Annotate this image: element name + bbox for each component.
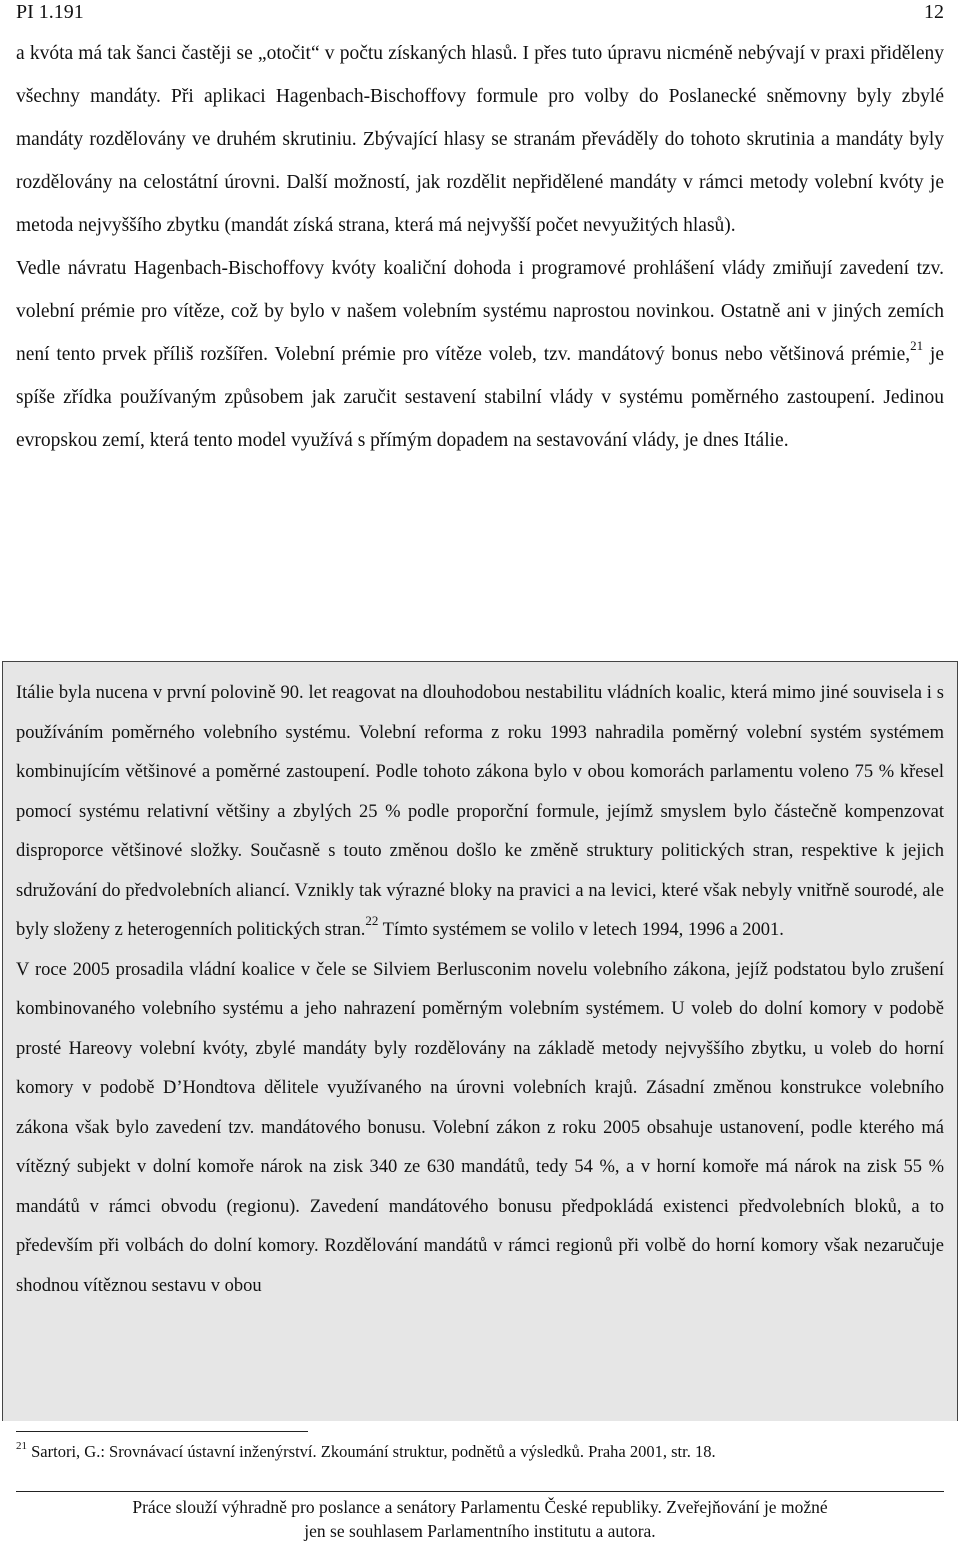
box-paragraph bbox=[16, 674, 944, 951]
footnote bbox=[16, 1440, 944, 1464]
footer-line: Práce slouží výhradně pro poslance a senátory Parlamentu České republiky. Zveřejňování je možné bbox=[132, 1497, 828, 1517]
paragraph-text: Tímto systémem se volilo v letech 1994, 1996 a 2001. bbox=[378, 920, 784, 940]
document-reference: PI 1.191 bbox=[16, 1, 84, 23]
page-header bbox=[16, 0, 944, 28]
paragraph-text: Itálie byla nucena v první polovině 90. let reagovat na dlouhodobou nestabilitu vládních koalic, která mimo jiné souvisela i s používáním poměrného volebního systému. Volební reforma z roku 1993 nahradila poměrný volební systém systémem kombinujícím většinové a poměrné zastoupení. Podle tohoto zákona bylo v obou komorách parlamentu voleno 75 % křesel pomocí systému relativní většiny a zbylých 25 % podle proporční formule, jejímž smyslem bylo částečně kompenzovat disproporce většinové složky. Současně s touto změnou došlo ke změně struktury politických stran, respektive k jejich sdružování do předvolebních aliancí. Vznikly tak výrazné bloky na pravici a na levici, které však nebyly vnitřně sourodé, ale byly složeny z heterogenních politických stran. bbox=[16, 683, 944, 940]
paragraph bbox=[16, 32, 944, 247]
paragraph-text: a kvóta má tak šanci častěji se „otočit“ v počtu získaných hlasů. I přes tuto úpravu nicméně nebývají v praxi přiděleny všechny mandáty. Při aplikaci Hagenbach-Bischoffovy formule pro volby do Poslanecké sněmovny byly zbylé mandáty rozdělovány ve druhém skrutiniu. Zbývající hlasy se stranám převáděly do tohoto skrutinia a mandáty byly rozdělovány na celostátní úrovni. Další možností, jak rozdělit nepřidělené mandáty v rámci metody volební kvóty je metoda nejvyššího zbytku (mandát získá strana, která má nejvyšší počet nevyužitých hlasů). bbox=[16, 43, 944, 236]
page-footer bbox=[16, 1495, 944, 1543]
paragraph-text: je spíše zřídka používaným způsobem jak zaručit sestavení stabilní vlády v systému poměrného zastoupení. Jedinou evropskou zemí, která tento model využívá s přímým dopadem na sestavování vlády, je dnes Itálie. bbox=[16, 344, 944, 451]
footer-line: jen se souhlasem Parlamentního institutu a autora. bbox=[304, 1521, 656, 1541]
footnote-reference[interactable]: 22 bbox=[365, 913, 379, 928]
box-paragraph bbox=[16, 951, 944, 1307]
footnote-text: Sartori, G.: Srovnávací ústavní inženýrství. Zkoumání struktur, podnětů a výsledků. Praha 2001, str. 18. bbox=[27, 1442, 716, 1461]
main-text bbox=[16, 32, 944, 462]
footnote-divider bbox=[16, 1431, 308, 1432]
footnote-number: 21 bbox=[16, 1440, 27, 1452]
page-number: 12 bbox=[924, 1, 944, 23]
footnote-reference[interactable]: 21 bbox=[910, 338, 924, 353]
paragraph-text: Vedle návratu Hagenbach-Bischoffovy kvóty koaliční dohoda i programové prohlášení vlády zmiňují zavedení tzv. volební prémie pro vítěze, což by bylo v našem volebním systému naprostou novinkou. Ostatně ani v jiných zemích není tento prvek příliš rozšířen. Volební prémie pro vítěze voleb, tzv. mandátový bonus nebo většinová prémie, bbox=[16, 258, 944, 365]
italy-case-box bbox=[2, 661, 958, 1421]
paragraph-text: V roce 2005 prosadila vládní koalice v čele se Silviem Berlusconim novelu volebního zákona, jejíž podstatou bylo zrušení kombinovaného volebního systému a jeho nahrazení poměrným volebním systémem. U voleb do dolní komory v podobě prosté Hareovy volební kvóty, zbylé mandáty byly rozdělovány na základě metody nejvyššího zbytku, u voleb do horní komory v podobě D’Hondtova dělitele využívaného na úrovni volebních krajů. Zásadní změnou konstrukce volebního zákona však bylo zavedení tzv. mandátového bonusu. Volební zákon z roku 2005 obsahuje ustanovení, podle kterého má vítězný subjekt v dolní komoře nárok na zisk 340 ze 630 mandátů, tedy 54 %, a v horní komoře má nárok na zisk 55 % mandátů v rámci obvodu (regionu). Zavedení mandátového bonusu předpokládá existenci předvolebních bloků, a to především při volbách do dolní komory. Rozdělování mandátů v rámci regionů při volbě do horní komory však nezaručuje shodnou vítěznou sestavu v obou bbox=[16, 959, 944, 1296]
footer-divider bbox=[16, 1491, 944, 1492]
paragraph bbox=[16, 247, 944, 462]
